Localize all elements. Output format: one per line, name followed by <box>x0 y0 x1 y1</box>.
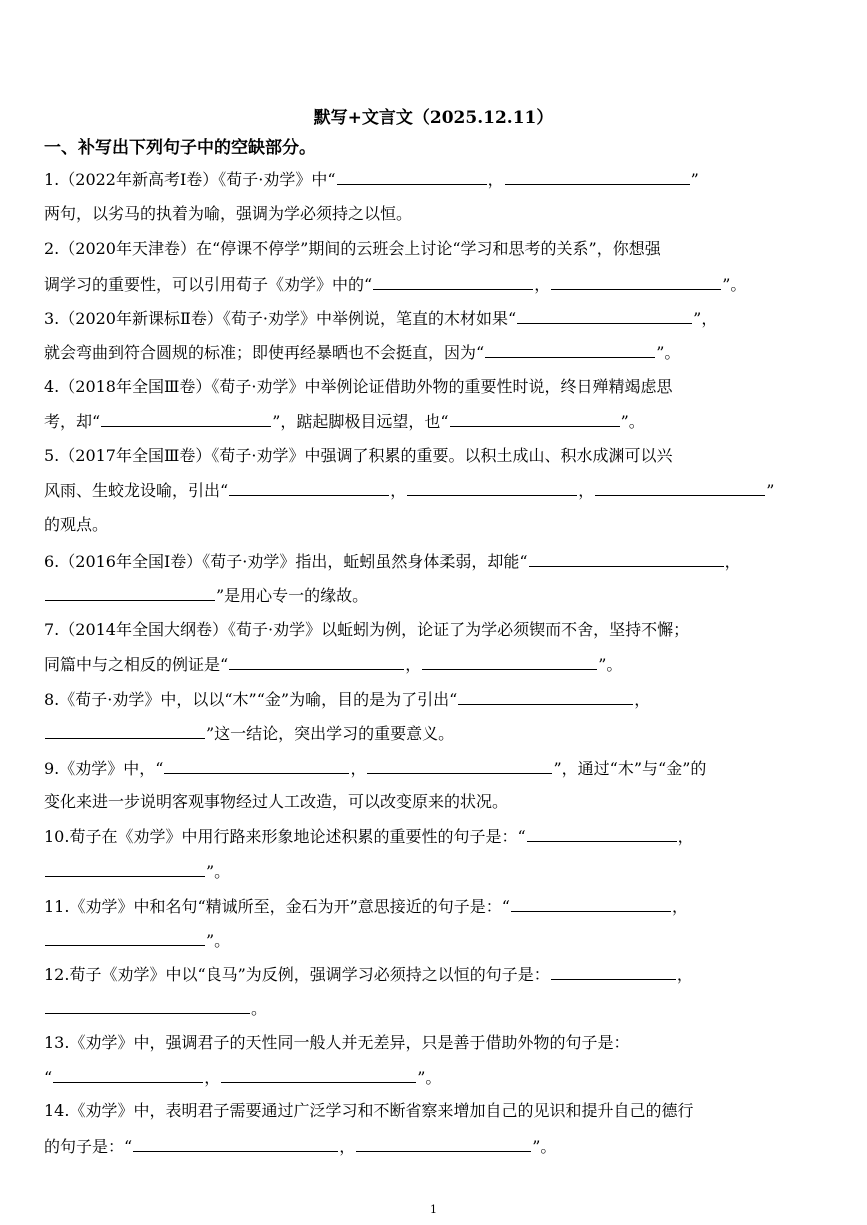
question-14-line-2: 的句子是：“ ， ”。 <box>44 1137 557 1156</box>
question-4-line-2: 考，却“ ”，踮起脚极目远望，也“ ”。 <box>44 412 645 431</box>
question-9-line-1: 9.《劝学》中，“ ， ”，通过“木”与“金”的 <box>44 759 707 778</box>
answer-blank[interactable] <box>450 410 620 427</box>
answer-blank[interactable] <box>45 929 205 946</box>
answer-blank[interactable] <box>45 860 205 877</box>
question-11-line-1: 11.《劝学》中和名句“精诚所至，金石为开”意思接近的句子是：“ ， <box>44 897 689 916</box>
answer-blank[interactable] <box>221 1066 416 1083</box>
answer-blank[interactable] <box>551 963 676 980</box>
question-5-line-3: 的观点。 <box>44 515 109 534</box>
question-1-line-1: 1.（2022年新高考Ⅰ卷）《荀子·劝学》中“ ， ” <box>44 170 699 189</box>
answer-blank[interactable] <box>53 1066 203 1083</box>
question-10-line-1: 10.荀子在《劝学》中用行路来形象地论述积累的重要性的句子是：“ ， <box>44 827 694 846</box>
question-6-line-1: 6.（2016年全国Ⅰ卷）《荀子·劝学》指出，蚯蚓虽然身体柔弱，却能“ ， <box>44 552 741 571</box>
question-3-line-1: 3.（2020年新课标Ⅱ卷）《荀子·劝学》中举例说，笔直的木材如果“ ”， <box>44 309 718 328</box>
answer-blank[interactable] <box>407 479 577 496</box>
question-9-line-2: 变化来进一步说明客观事物经过人工改造，可以改变原来的状况。 <box>44 792 509 811</box>
answer-blank[interactable] <box>422 653 597 670</box>
question-2-line-2: 调学习的重要性，可以引用荀子《劝学》中的“ ， ”。 <box>44 275 747 294</box>
answer-blank[interactable] <box>527 825 677 842</box>
question-7-line-2: 同篇中与之相反的例证是“ ， ”。 <box>44 655 623 674</box>
answer-blank[interactable] <box>45 722 205 739</box>
question-1-line-2: 两句，以劣马的执着为喻，强调为学必须持之以恒。 <box>44 204 413 223</box>
answer-blank[interactable] <box>529 550 724 567</box>
answer-blank[interactable] <box>595 479 765 496</box>
answer-blank[interactable] <box>551 273 721 290</box>
question-8-line-1: 8.《荀子·劝学》中，以以“木”“金”为喻，目的是为了引出“ ， <box>44 690 651 709</box>
question-2-line-1: 2.（2020年天津卷）在“停课不停学”期间的云班会上讨论“学习和思考的关系”，你想强 <box>44 239 661 258</box>
question-5-line-2: 风雨、生蛟龙设喻，引出“ ， ， ” <box>44 481 775 500</box>
question-8-line-2: ”这一结论，突出学习的重要意义。 <box>44 722 454 745</box>
page-number: 1 <box>430 1203 437 1216</box>
question-4-line-1: 4.（2018年全国Ⅲ卷）《荀子·劝学》中举例论证借助外物的重要性时说，终日殚精竭虑思 <box>44 377 673 396</box>
answer-blank[interactable] <box>356 1135 531 1152</box>
question-5-line-1: 5.（2017年全国Ⅲ卷）《荀子·劝学》中强调了积累的重要。以积土成山、积水成渊可以兴 <box>44 446 673 465</box>
question-7-line-1: 7.（2014年全国大纲卷）《荀子·劝学》以蚯蚓为例，论证了为学必须锲而不舍，坚持不懈； <box>44 620 690 639</box>
answer-blank[interactable] <box>505 168 690 185</box>
answer-blank[interactable] <box>337 168 487 185</box>
answer-blank[interactable] <box>101 410 271 427</box>
question-12-line-1: 12.荀子《劝学》中以“良马”为反例，强调学习必须持之以恒的句子是： ， <box>44 965 693 984</box>
answer-blank[interactable] <box>229 479 389 496</box>
question-13-line-2: “ ， ”。 <box>44 1068 442 1087</box>
question-3-line-2: 就会弯曲到符合圆规的标准；即使再经暴晒也不会挺直，因为“ ”。 <box>44 343 681 362</box>
page-title: 默写+文言文（2025.12.11） <box>313 108 554 128</box>
question-6-line-2: ”是用心专一的缘故。 <box>44 584 368 607</box>
answer-blank[interactable] <box>373 273 533 290</box>
answer-blank[interactable] <box>45 997 250 1014</box>
answer-blank[interactable] <box>133 1135 338 1152</box>
section-heading: 一、补写出下列句子中的空缺部分。 <box>44 138 316 158</box>
answer-blank[interactable] <box>164 757 349 774</box>
answer-blank[interactable] <box>485 341 655 358</box>
answer-blank[interactable] <box>517 307 692 324</box>
question-13-line-1: 13.《劝学》中，强调君子的天性同一般人并无差异，只是善于借助外物的句子是： <box>44 1033 630 1052</box>
answer-blank[interactable] <box>229 653 404 670</box>
answer-blank[interactable] <box>511 895 671 912</box>
question-14-line-1: 14.《劝学》中，表明君子需要通过广泛学习和不断省察来增加自己的见识和提升自己的德行 <box>44 1101 694 1120</box>
answer-blank[interactable] <box>45 584 215 601</box>
question-10-line-2: ”。 <box>44 860 230 883</box>
question-12-line-2: 。 <box>44 997 267 1020</box>
answer-blank[interactable] <box>367 757 552 774</box>
question-11-line-2: ”。 <box>44 929 230 952</box>
answer-blank[interactable] <box>458 688 633 705</box>
